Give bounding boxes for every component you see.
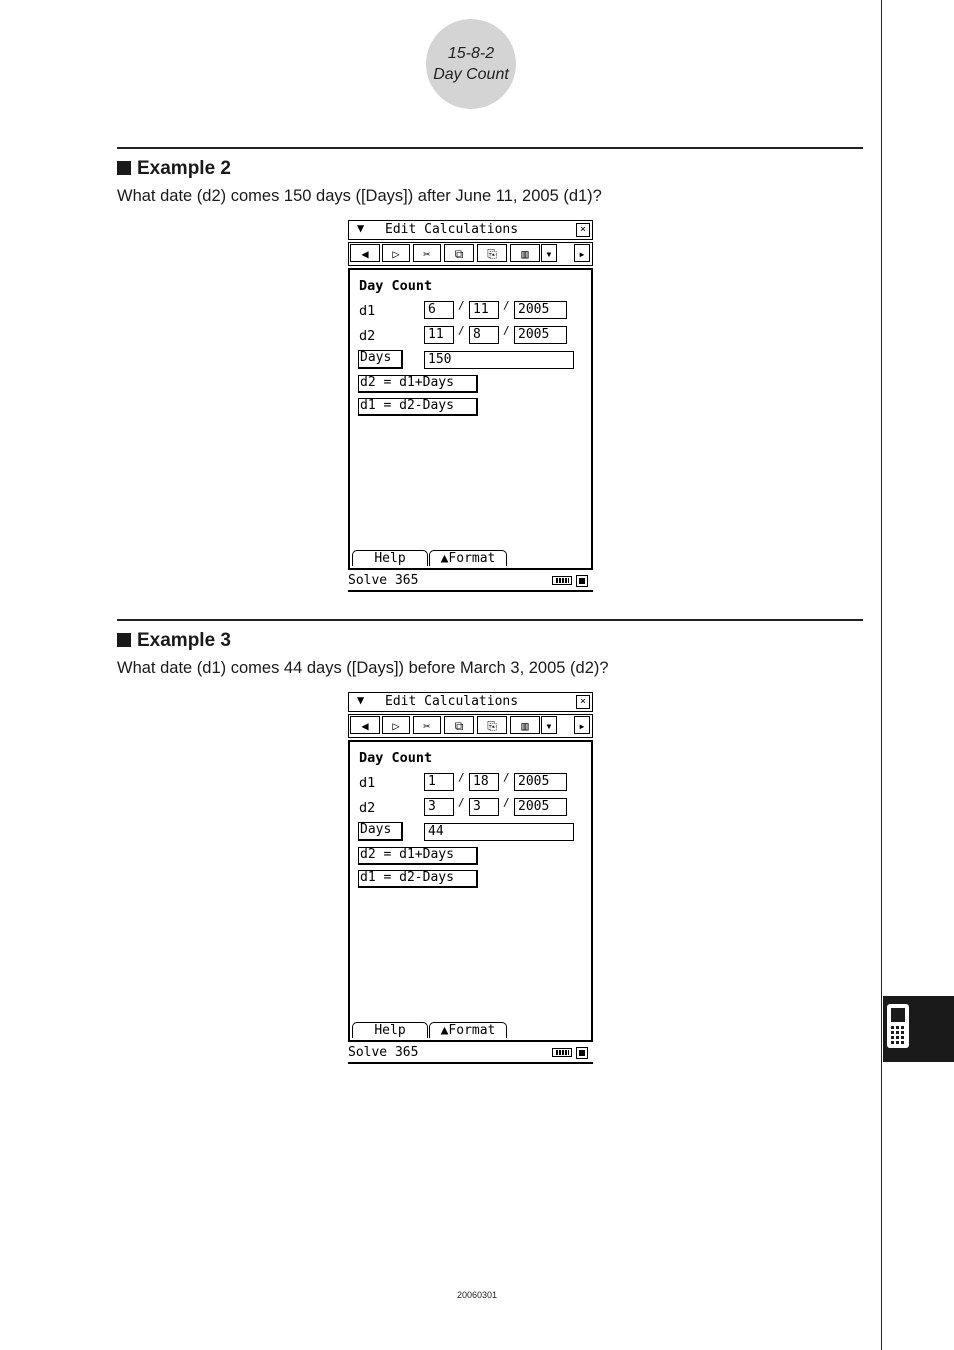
d1-day-field[interactable]: 18 xyxy=(469,773,499,791)
add-days-button[interactable]: d2 = d1+Days xyxy=(358,375,478,393)
panel-title: Day Count xyxy=(359,278,433,294)
days-button[interactable]: Days xyxy=(358,350,403,369)
d2-label: d2 xyxy=(359,800,376,816)
panel-title: Day Count xyxy=(359,750,433,766)
battery-icon xyxy=(552,576,572,585)
menu-down-icon[interactable]: ▼ xyxy=(357,693,365,707)
chapter-tab xyxy=(883,996,954,1062)
slash-separator: / xyxy=(458,324,465,337)
example-question: What date (d1) comes 44 days ([Days]) before March 3, 2005 (d2)? xyxy=(117,659,609,677)
section-rule xyxy=(117,619,863,621)
d2-month-field[interactable]: 3 xyxy=(424,798,454,816)
section-rule xyxy=(117,147,863,149)
calculator-screen xyxy=(348,692,593,1068)
close-icon[interactable]: × xyxy=(576,695,590,709)
back-icon[interactable]: ◀ xyxy=(350,244,380,262)
table-icon[interactable]: ▥ xyxy=(510,244,540,262)
calculator-screen xyxy=(348,220,593,596)
copy-icon[interactable]: ⧉ xyxy=(444,716,474,734)
menu-label[interactable]: Edit Calculations xyxy=(385,694,519,709)
day-count-panel xyxy=(348,740,593,1042)
tab-help[interactable]: Help xyxy=(352,550,428,566)
toolbar xyxy=(348,242,593,266)
forward-icon[interactable]: ▸ xyxy=(574,716,590,734)
tab-format[interactable]: ▲Format xyxy=(429,550,507,566)
tab-format[interactable]: ▲Format xyxy=(429,1022,507,1038)
subtract-days-button[interactable]: d1 = d2-Days xyxy=(358,398,478,416)
d1-label: d1 xyxy=(359,303,376,319)
slash-separator: / xyxy=(503,771,510,784)
calculator-icon xyxy=(883,996,954,1062)
d1-month-field[interactable]: 6 xyxy=(424,301,454,319)
back-icon[interactable]: ◀ xyxy=(350,716,380,734)
d1-label: d1 xyxy=(359,775,376,791)
menu-bar[interactable] xyxy=(348,220,593,240)
paste-icon[interactable]: ⎘ xyxy=(477,244,507,262)
page-number: 15-8-2 xyxy=(447,45,495,62)
cut-icon[interactable]: ✂ xyxy=(413,244,441,262)
d2-year-field[interactable]: 2005 xyxy=(514,798,567,816)
play-icon[interactable]: ▷ xyxy=(382,716,410,734)
tab-help[interactable]: Help xyxy=(352,1022,428,1038)
slash-separator: / xyxy=(503,299,510,312)
section-title: Day Count xyxy=(433,66,509,83)
status-bar xyxy=(348,572,593,592)
play-icon[interactable]: ▷ xyxy=(382,244,410,262)
battery-icon xyxy=(552,1048,572,1057)
status-text: Solve 365 xyxy=(348,1045,419,1060)
d1-day-field[interactable]: 11 xyxy=(469,301,499,319)
slash-separator: / xyxy=(458,796,465,809)
d2-day-field[interactable]: 3 xyxy=(469,798,499,816)
example-title-text: Example 3 xyxy=(137,630,231,651)
forward-icon[interactable]: ▸ xyxy=(574,244,590,262)
days-field[interactable]: 44 xyxy=(424,823,574,841)
toolbar xyxy=(348,714,593,738)
d1-month-field[interactable]: 1 xyxy=(424,773,454,791)
days-field[interactable]: 150 xyxy=(424,351,574,369)
menu-label[interactable]: Edit Calculations xyxy=(385,222,519,237)
slash-separator: / xyxy=(503,796,510,809)
window-icon[interactable] xyxy=(576,1047,588,1059)
margin-line xyxy=(881,0,882,1350)
day-count-panel xyxy=(348,268,593,570)
paste-icon[interactable]: ⎘ xyxy=(477,716,507,734)
copy-icon[interactable]: ⧉ xyxy=(444,244,474,262)
example-title xyxy=(117,630,231,652)
d1-year-field[interactable]: 2005 xyxy=(514,301,567,319)
status-text: Solve 365 xyxy=(348,573,419,588)
window-icon[interactable] xyxy=(576,575,588,587)
footer-code: 20060301 xyxy=(456,1290,498,1300)
d1-year-field[interactable]: 2005 xyxy=(514,773,567,791)
slash-separator: / xyxy=(458,299,465,312)
dropdown-icon[interactable]: ▾ xyxy=(541,244,557,262)
status-bar xyxy=(348,1044,593,1064)
bullet-square-icon xyxy=(117,161,131,175)
dropdown-icon[interactable]: ▾ xyxy=(541,716,557,734)
add-days-button[interactable]: d2 = d1+Days xyxy=(358,847,478,865)
example-question: What date (d2) comes 150 days ([Days]) after June 11, 2005 (d1)? xyxy=(117,187,602,205)
bullet-square-icon xyxy=(117,633,131,647)
subtract-days-button[interactable]: d1 = d2-Days xyxy=(358,870,478,888)
d2-day-field[interactable]: 8 xyxy=(469,326,499,344)
table-icon[interactable]: ▥ xyxy=(510,716,540,734)
d2-month-field[interactable]: 11 xyxy=(424,326,454,344)
slash-separator: / xyxy=(503,324,510,337)
menu-down-icon[interactable]: ▼ xyxy=(357,221,365,235)
page-badge xyxy=(426,19,516,109)
cut-icon[interactable]: ✂ xyxy=(413,716,441,734)
days-button[interactable]: Days xyxy=(358,822,403,841)
d2-label: d2 xyxy=(359,328,376,344)
slash-separator: / xyxy=(458,771,465,784)
example-title xyxy=(117,158,231,180)
d2-year-field[interactable]: 2005 xyxy=(514,326,567,344)
example-title-text: Example 2 xyxy=(137,158,231,179)
menu-bar[interactable] xyxy=(348,692,593,712)
close-icon[interactable]: × xyxy=(576,223,590,237)
